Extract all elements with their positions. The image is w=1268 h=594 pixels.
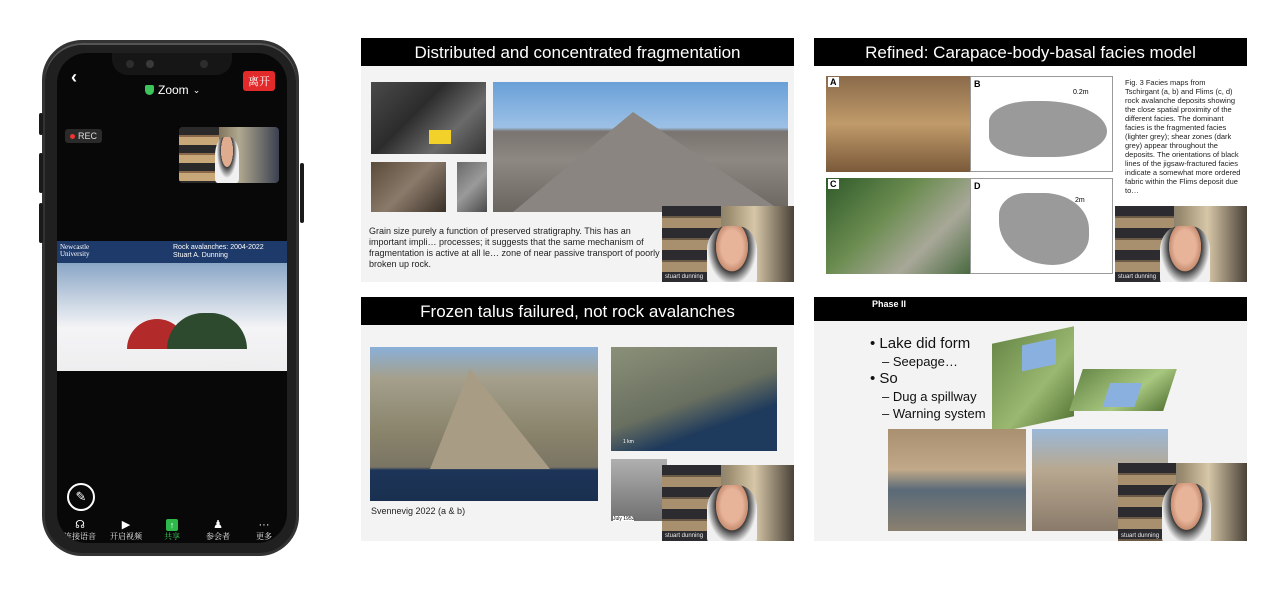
facies-map-b xyxy=(970,76,1113,172)
presenter-face xyxy=(707,226,757,282)
slide-fragmentation xyxy=(361,38,794,282)
rock-avalanche-deposit-photo xyxy=(493,82,788,212)
map-scale-label: 1 km xyxy=(623,439,634,445)
camera-dot xyxy=(146,60,154,68)
source-caption: Svennevig 2022 (a & b) xyxy=(371,506,466,516)
share-button[interactable] xyxy=(151,519,193,543)
lake-photo-1 xyxy=(888,429,1026,531)
facies-shape-b xyxy=(989,101,1107,157)
meeting-title-dropdown[interactable] xyxy=(145,83,200,97)
panel-label-a: A xyxy=(830,77,837,87)
annotate-pen-button[interactable] xyxy=(67,483,95,511)
start-video-button[interactable] xyxy=(105,519,147,543)
slide-header: Phase II xyxy=(814,297,1247,321)
bullet-list xyxy=(870,335,986,422)
chevron-down-icon: ⌄ xyxy=(192,84,201,95)
phone-notch xyxy=(112,53,232,75)
toolbar-label: 连接语音 xyxy=(64,532,96,541)
pencil-icon: ✎ xyxy=(75,489,87,504)
back-icon[interactable]: ‹ xyxy=(71,67,77,87)
participants-button[interactable] xyxy=(197,519,239,543)
leave-meeting-button[interactable]: 离开 xyxy=(243,71,275,91)
slide-body-text: Grain size purely a function of preserved stratigraphy. This has an important impli… processes; it suggests that the same mechanism of fragmentation is active at all le… zone of near passive transport of poorly broken up rock. xyxy=(369,226,660,269)
figure-caption: Fig. 3 Facies maps from Tschirgant (a, b) and Flims (c, d) rock avalanche deposits showing the close spatial proximity of the different facies. The dominant facies is the fragmented facies (lighter grey); shear zones (dark grey) appear throughout the deposits. The orientations of black lines of the jigsaw-fractured facies indicate a somewhat more ordered fabric within the Flims deposit due to… xyxy=(1125,78,1241,195)
shield-icon xyxy=(145,85,154,95)
share-arrow-icon: ↑ xyxy=(166,519,178,531)
record-icon xyxy=(70,134,75,139)
scale-card xyxy=(429,130,451,144)
presenter-face xyxy=(1160,226,1210,282)
presenter-face xyxy=(707,485,757,541)
presenter-webcam xyxy=(1115,206,1247,282)
sub-bullet-item: – Seepage… xyxy=(882,354,958,369)
webcam-name-tag: stuart dunning xyxy=(1118,274,1157,280)
more-dots-icon: ··· xyxy=(258,519,270,531)
presenter-webcam xyxy=(1118,463,1247,541)
rock-detail-photo-2 xyxy=(457,162,487,212)
presenter-face xyxy=(1162,483,1211,541)
debris-mound xyxy=(513,112,783,212)
logo-line1: Newcastle xyxy=(60,243,90,251)
app-title: Zoom xyxy=(158,83,189,97)
video-off-icon: ▶ xyxy=(121,519,131,531)
historical-date-label: July 1953 xyxy=(613,516,635,521)
toolbar-label: 共享 xyxy=(164,532,180,541)
slide-frozen-talus xyxy=(361,297,794,541)
talus-cliff-photo-a xyxy=(370,347,598,501)
presenter-face xyxy=(215,137,239,183)
volume-down-button xyxy=(39,203,43,243)
talus-cone xyxy=(430,369,550,469)
zoom-meeting-screen xyxy=(57,53,287,543)
webcam-name-tag: stuart dunning xyxy=(665,533,704,539)
join-audio-button[interactable] xyxy=(59,519,101,543)
talus-cliff-photo-b xyxy=(611,347,777,451)
university-logo xyxy=(60,244,90,258)
scale-label-b: 0.2m xyxy=(1073,89,1089,96)
bookshelf-background xyxy=(179,127,219,183)
recording-badge xyxy=(65,129,102,143)
volume-up-button xyxy=(39,153,43,193)
screen-share-view[interactable] xyxy=(57,241,287,371)
share-email: stuart.dunning@ncl.ac.uk xyxy=(207,361,275,367)
sensor-dot xyxy=(126,60,134,68)
share-slide-header xyxy=(57,241,287,263)
facies-map-d xyxy=(970,178,1113,274)
presenter-webcam xyxy=(662,206,794,282)
bullet-item: • So xyxy=(870,370,898,387)
sub-bullet-item: – Warning system xyxy=(882,406,986,421)
slide-title: Distributed and concentrated fragmentation xyxy=(361,38,794,66)
webcam-name-tag: stuart dunning xyxy=(665,274,704,280)
bullet-item: • Lake did form xyxy=(870,335,971,352)
terrain-model-2 xyxy=(1069,369,1177,411)
slide-phase-two xyxy=(814,297,1247,541)
headphones-icon: ☊ xyxy=(75,519,85,531)
facies-photo-a xyxy=(826,76,970,172)
rec-label: REC xyxy=(78,131,98,141)
share-author: Stuart A. Dunning xyxy=(173,252,228,259)
meeting-toolbar xyxy=(57,519,287,543)
participants-icon: ♟ xyxy=(213,519,223,531)
toolbar-label: 参会者 xyxy=(206,532,230,541)
panel-label-c: C xyxy=(830,179,837,189)
phone-frame xyxy=(42,40,299,556)
presenter-webcam xyxy=(662,465,794,541)
lake-surface-2 xyxy=(1102,383,1142,407)
panel-label-d: D xyxy=(974,181,981,191)
facies-photo-c xyxy=(826,178,970,274)
toolbar-label: 更多 xyxy=(256,532,272,541)
more-button[interactable] xyxy=(243,519,285,543)
logo-line2: University xyxy=(60,250,90,258)
webcam-name-tag: stuart dunning xyxy=(1121,533,1160,539)
sensor-dot xyxy=(200,60,208,68)
rock-detail-photo-1 xyxy=(371,162,446,212)
mountain-photo xyxy=(57,263,287,371)
panel-label-b: B xyxy=(974,79,981,89)
slide-title: Frozen talus failured, not rock avalanches xyxy=(361,297,794,325)
participant-video-thumbnail[interactable] xyxy=(179,127,279,183)
slide-title: Refined: Carapace-body-basal facies model xyxy=(814,38,1247,66)
facies-shape-d xyxy=(999,193,1089,265)
rock-closeup-photo xyxy=(371,82,486,154)
sub-bullet-item: – Dug a spillway xyxy=(882,389,977,404)
share-slide-title xyxy=(173,244,264,260)
slide-facies-model xyxy=(814,38,1247,282)
toolbar-label: 开启视频 xyxy=(110,532,142,541)
power-button xyxy=(300,163,304,223)
mute-switch xyxy=(39,113,43,135)
share-title-line1: Rock avalanches: 2004-2022 xyxy=(173,244,264,251)
historical-photo xyxy=(611,459,667,521)
scale-label-d: 2m xyxy=(1075,197,1085,204)
lake-surface-1 xyxy=(1022,338,1056,371)
terrain-model-1 xyxy=(992,326,1074,433)
